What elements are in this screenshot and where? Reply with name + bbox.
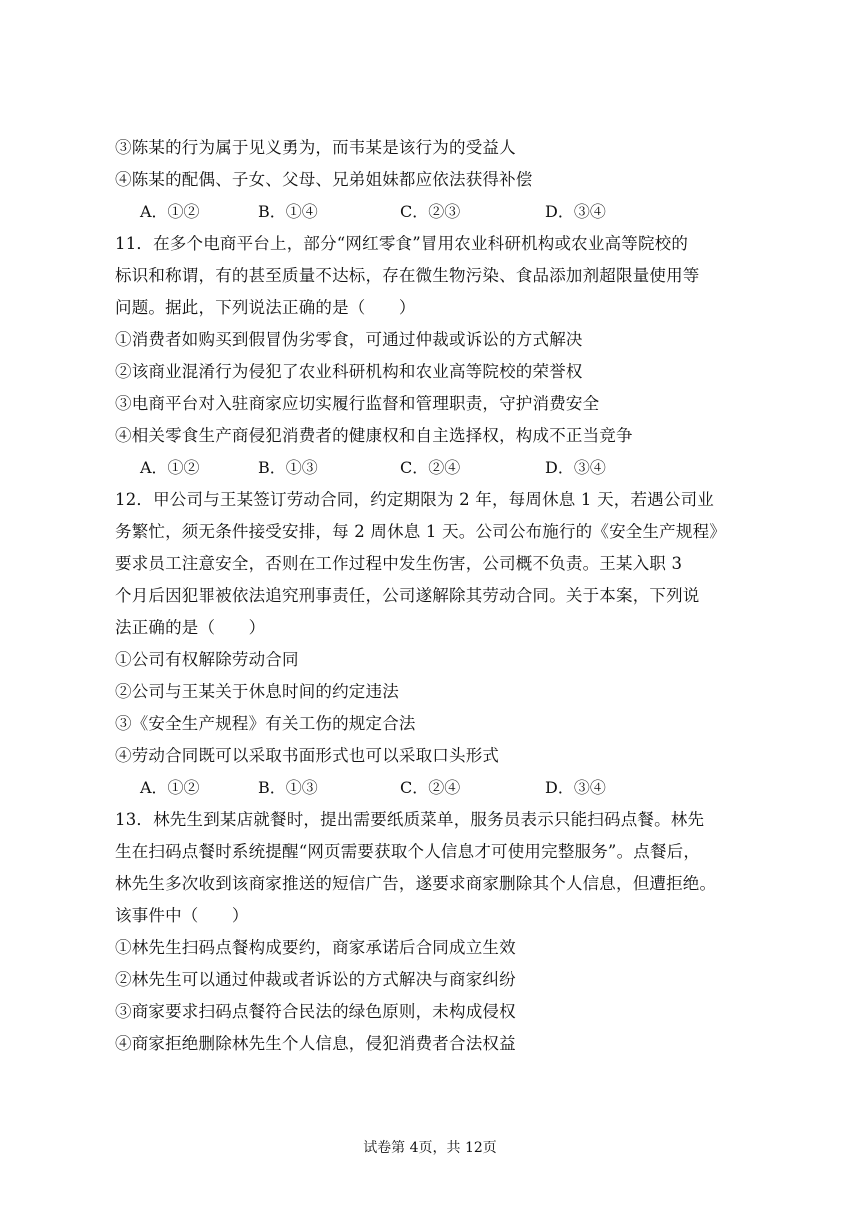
q11-option-c[interactable]: C．②④: [400, 458, 461, 477]
q13-item-4: ④商家拒绝删除林先生个人信息，侵犯消费者合法权益: [115, 1034, 516, 1053]
q12-stem-line: 个月后因犯罪被依法追究刑事责任，公司遂解除其劳动合同。关于本案，下列说: [115, 586, 700, 605]
q10-option-d[interactable]: D．③④: [545, 202, 606, 221]
q12-stem-line: 要求员工注意安全，否则在工作过程中发生伤害，公司概不负责。王某入职 3: [115, 554, 683, 573]
q12-option-b[interactable]: B．①③: [258, 778, 318, 797]
q12-item-3: ③《安全生产规程》有关工伤的规定合法: [115, 714, 416, 733]
q11-option-b[interactable]: B．①③: [258, 458, 318, 477]
q12-item-2: ②公司与王某关于休息时间的约定违法: [115, 682, 399, 701]
q10-options: [140, 201, 700, 223]
q11-stem-line: 11．在多个电商平台上，部分“网红零食”冒用农业科研机构或农业高等院校的: [115, 234, 689, 253]
q13-stem-line: 林先生多次收到该商家推送的短信广告，遂要求商家删除其个人信息，但遭拒绝。: [115, 874, 717, 893]
q11-option-d[interactable]: D．③④: [545, 458, 606, 477]
q13-item-1: ①林先生扫码点餐构成要约，商家承诺后合同成立生效: [115, 938, 516, 957]
q11-item-2: ②该商业混淆行为侵犯了农业科研机构和农业高等院校的荣誉权: [115, 362, 583, 381]
q12-stem-line: 12．甲公司与王某签订劳动合同，约定期限为 2 年，每周休息 1 天，若遇公司业: [115, 490, 714, 509]
q10-item-4: ④陈某的配偶、子女、父母、兄弟姐妹都应依法获得补偿: [115, 170, 533, 189]
q10-option-a[interactable]: A．①②: [140, 202, 200, 221]
q13-stem-line: 13．林先生到某店就餐时，提出需要纸质菜单，服务员表示只能扫码点餐。林先: [115, 810, 705, 829]
q10-item-3: ③陈某的行为属于见义勇为，而韦某是该行为的受益人: [115, 138, 516, 157]
q11-item-1: ①消费者如购买到假冒伪劣零食，可通过仲裁或诉讼的方式解决: [115, 330, 583, 349]
q11-item-3: ③电商平台对入驻商家应切实履行监督和管理职责，守护消费安全: [115, 394, 600, 413]
q12-options: [140, 777, 700, 799]
q12-stem-line: 法正确的是（ ）: [115, 618, 266, 637]
q12-stem-line: 务繁忙，须无条件接受安排，每 2 周休息 1 天。公司公布施行的《安全生产规程》: [115, 522, 726, 541]
q11-item-4: ④相关零食生产商侵犯消费者的健康权和自主选择权，构成不正当竞争: [115, 426, 633, 445]
q11-stem-line: 问题。据此，下列说法正确的是（ ）: [115, 298, 416, 317]
q11-stem-line: 标识和称谓，有的甚至质量不达标，存在微生物污染、食品添加剂超限量使用等: [115, 266, 700, 285]
q13-item-3: ③商家要求扫码点餐符合民法的绿色原则，未构成侵权: [115, 1002, 516, 1021]
q13-item-2: ②林先生可以通过仲裁或者诉讼的方式解决与商家纠纷: [115, 970, 516, 989]
q13-stem-line: 生在扫码点餐时系统提醒“网页需要获取个人信息才可使用完整服务”。点餐后，: [115, 842, 701, 861]
q12-item-4: ④劳动合同既可以采取书面形式也可以采取口头形式: [115, 746, 500, 765]
q12-option-c[interactable]: C．②④: [400, 778, 461, 797]
q12-option-d[interactable]: D．③④: [545, 778, 606, 797]
q11-option-a[interactable]: A．①②: [140, 458, 200, 477]
page-footer: 试卷第 4页，共 12页: [363, 1140, 497, 1156]
q10-option-c[interactable]: C．②③: [400, 202, 461, 221]
q12-item-1: ①公司有权解除劳动合同: [115, 650, 299, 669]
q13-stem-line: 该事件中（ ）: [115, 906, 249, 925]
q11-options: [140, 457, 700, 479]
q12-option-a[interactable]: A．①②: [140, 778, 200, 797]
q10-option-b[interactable]: B．①④: [258, 202, 318, 221]
